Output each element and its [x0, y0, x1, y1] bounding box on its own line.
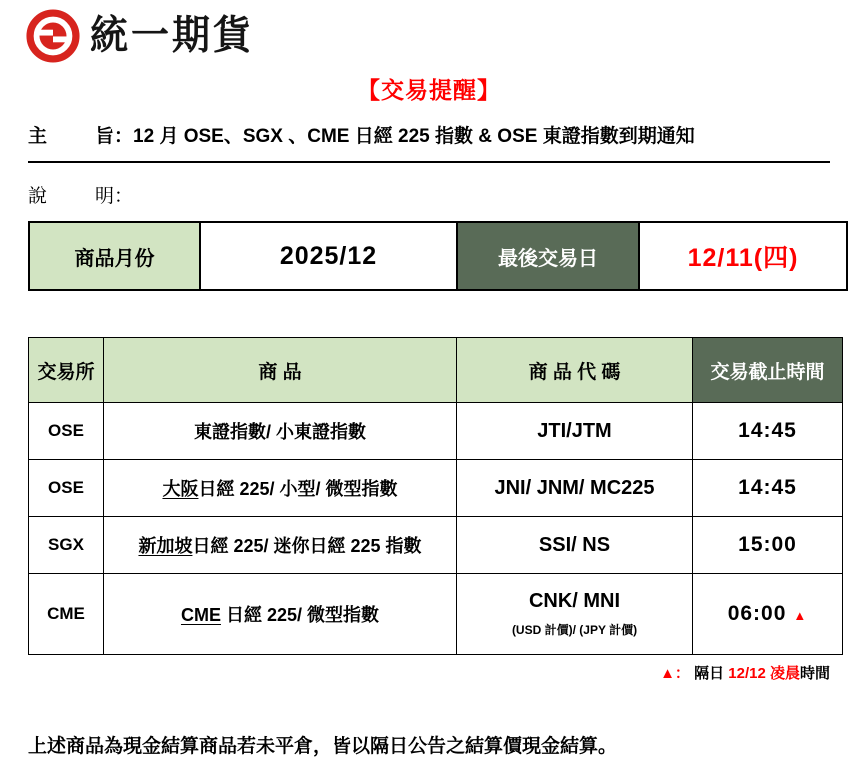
exchange-cell: OSE: [29, 460, 104, 517]
subject-label-part2: 旨：: [95, 126, 134, 147]
product-underlined: CME: [180, 605, 221, 625]
products-table-header-row: [29, 338, 843, 403]
cutoff-cell: 15:00: [693, 517, 843, 574]
cutoff-cell: 14:45: [693, 460, 843, 517]
product-cell: [104, 517, 457, 574]
exchange-cell: OSE: [29, 403, 104, 460]
table-row: [29, 460, 843, 517]
product-text: 東證指數/ 小東證指數: [193, 422, 366, 442]
subject-label-part1: 主: [28, 126, 48, 147]
subject-line: [28, 121, 830, 163]
description-label-part2: 明：: [95, 186, 134, 207]
table-row: [29, 222, 847, 290]
footnote-triangle-icon: ▲：: [660, 665, 690, 682]
month-label-cell: 商品月份: [29, 222, 200, 290]
uni-president-logo-icon: [26, 9, 80, 63]
footnote-suffix: 時間: [799, 665, 830, 682]
footnote-prefix: 隔日: [694, 665, 729, 682]
exchange-cell: SGX: [29, 517, 104, 574]
product-cell: [104, 403, 457, 460]
header-product: 商 品: [104, 338, 457, 403]
description-line: [28, 181, 830, 208]
month-value-cell: 2025/12: [200, 222, 457, 290]
table-row: [29, 517, 843, 574]
code-cell: [457, 574, 693, 655]
header-code: 商 品 代 碼: [457, 338, 693, 403]
product-text: 日經 225/ 小型/ 微型指數: [198, 479, 398, 499]
page-title: 【交易提醒】: [357, 77, 501, 103]
product-underlined: 大阪: [162, 479, 199, 499]
product-underlined: 新加坡: [138, 536, 193, 556]
product-text: 日經 225/ 微型指數: [220, 605, 380, 625]
cutoff-cell: [693, 574, 843, 655]
brand-name: 統一期貨: [90, 13, 255, 59]
last-trading-day-value-cell: 12/11(四): [639, 222, 847, 290]
brand-header: [0, 0, 858, 64]
code-main: CNK/ MNI: [528, 590, 621, 612]
footnote: [28, 662, 830, 683]
code-currency-note: (USD 計價)/ (JPY 計價): [511, 623, 638, 637]
code-cell: JTI/JTM: [457, 403, 693, 460]
footnote-date: 12/12 凌晨: [728, 665, 800, 682]
code-cell: SSI/ NS: [457, 517, 693, 574]
closing-note: 上述商品為現金結算商品若未平倉，皆以隔日公告之結算價現金結算。: [28, 736, 618, 757]
product-cell: [104, 574, 457, 655]
contract-month-table: [28, 221, 848, 291]
header-exchange: 交易所: [29, 338, 104, 403]
products-table: [28, 337, 843, 655]
table-row: [29, 403, 843, 460]
code-cell: JNI/ JNM/ MC225: [457, 460, 693, 517]
table-row: [29, 574, 843, 655]
subject-text: 12 月 OSE、SGX 、CME 日經 225 指數 & OSE 東證指數到期通知: [133, 126, 695, 147]
product-cell: [104, 460, 457, 517]
triangle-marker-icon: ▲: [793, 608, 808, 623]
product-text: 日經 225/ 迷你日經 225 指數: [192, 536, 422, 556]
header-cutoff: 交易截止時間: [693, 338, 843, 403]
cutoff-time: 06:00: [727, 602, 787, 625]
last-trading-day-label-cell: 最後交易日: [457, 222, 639, 290]
exchange-cell: CME: [29, 574, 104, 655]
description-label-part1: 說: [28, 186, 48, 207]
cutoff-cell: 14:45: [693, 403, 843, 460]
